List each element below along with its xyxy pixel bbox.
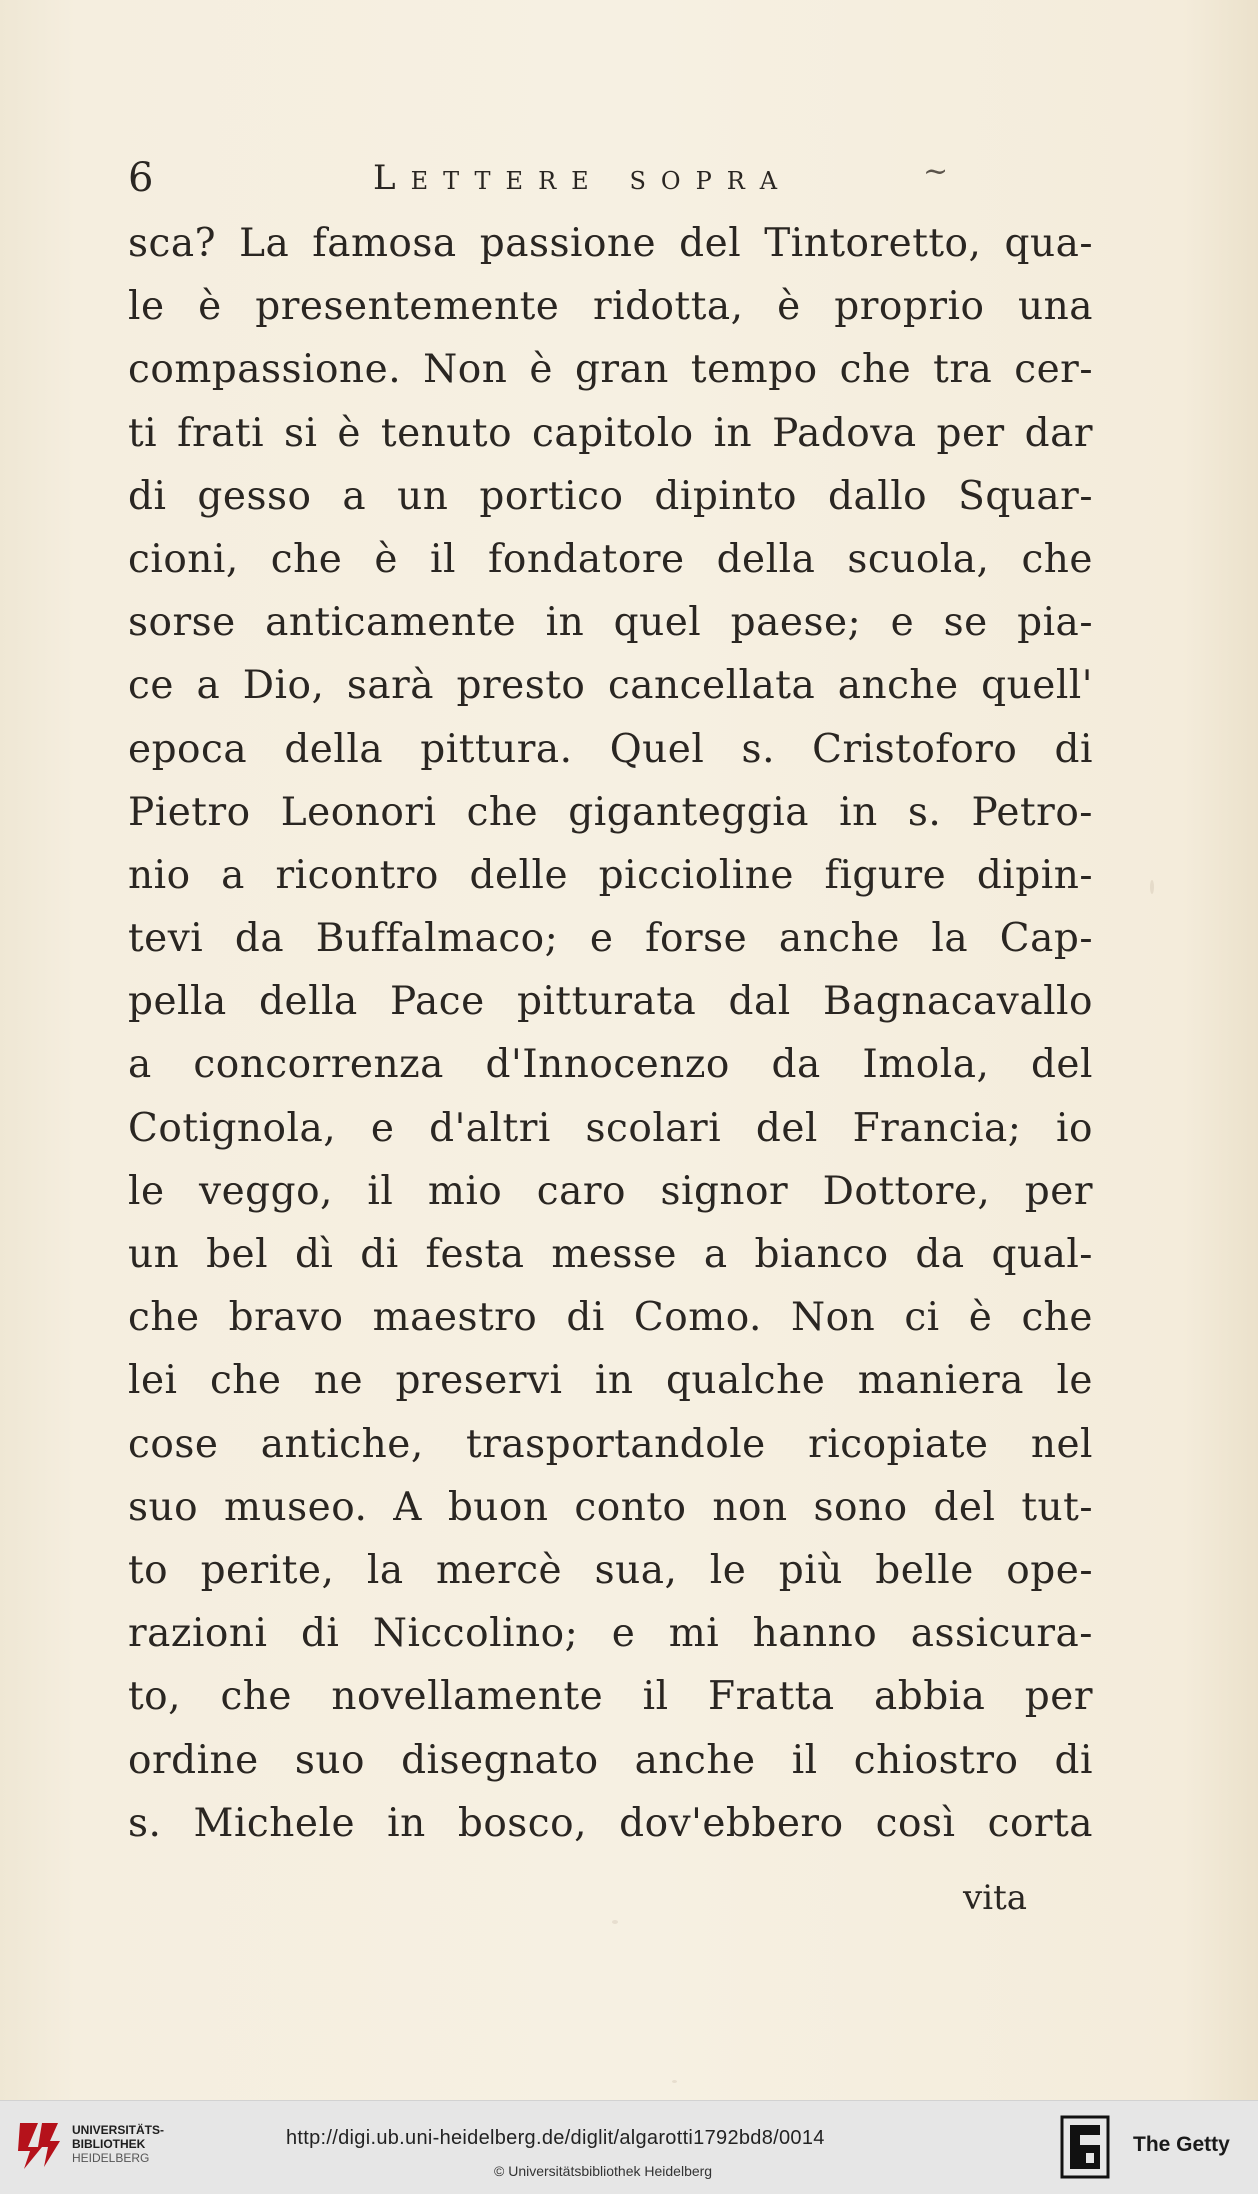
text-line: ti frati si è tenuto capitolo in Padova per dar	[128, 410, 1093, 456]
text-line: un bel dì di festa messe a bianco da qual-	[128, 1232, 1093, 1277]
text-line: compassione. Non è gran tempo che tra cer-	[128, 347, 1093, 393]
ub-heidelberg-logo-icon	[12, 2115, 66, 2175]
text-line: tevi da Buffalmaco; e forse anche la Cap-	[128, 916, 1093, 962]
text-line: cioni, che è il fondatore della scuola, che	[128, 536, 1093, 582]
text-line: Pietro Leonori che giganteggia in s. Petro-	[128, 789, 1093, 835]
paper-speck	[1150, 880, 1154, 894]
text-line: razioni di Niccolino; e mi hanno assicura-	[128, 1611, 1093, 1657]
text-line: sca? La famosa passione del Tintoretto, qua-	[128, 221, 1093, 266]
text-line: s. Michele in bosco, dov'ebbero così corta	[128, 1800, 1093, 1846]
text-line: pella della Pace pitturata dal Bagnacavallo	[128, 979, 1093, 1025]
text-line: cose antiche, trasportandole ricopiate nel	[128, 1421, 1093, 1467]
body-text	[128, 212, 1093, 1855]
text-line: le è presentemente ridotta, è proprio una	[128, 284, 1093, 330]
text-line: lei che ne preservi in qualche maniera le	[128, 1358, 1093, 1404]
header-mark: ~	[923, 154, 949, 189]
catchword: vita	[963, 1878, 1028, 1918]
text-line: a concorrenza d'Innocenzo da Imola, del	[128, 1042, 1093, 1088]
getty-name: The Getty	[1133, 2133, 1230, 2156]
permalink-url[interactable]: http://digi.ub.uni-heidelberg.de/diglit/algarotti1792bd8/0014	[286, 2127, 825, 2149]
text-line: Cotignola, e d'altri scolari del Francia; io	[128, 1105, 1093, 1151]
getty-logo-icon	[1060, 2115, 1110, 2179]
text-line: nio a ricontro delle piccioline figure dipin-	[128, 852, 1093, 898]
library-name-line: HEIDELBERG	[72, 2151, 150, 2165]
running-title: Lettere sopra	[373, 158, 793, 198]
text-line: di gesso a un portico dipinto dallo Squar-	[128, 473, 1093, 519]
text-line: ordine suo disegnato anche il chiostro di	[128, 1737, 1093, 1783]
paper-speck	[612, 1920, 618, 1924]
text-line: to, che novellamente il Fratta abbia per	[128, 1674, 1093, 1720]
viewer-footer	[0, 2100, 1258, 2194]
text-line: ce a Dio, sarà presto cancellata anche quell'	[128, 663, 1093, 709]
library-name-line: BIBLIOTHEK	[72, 2137, 146, 2151]
text-line: to perite, la mercè sua, le più belle ope-	[128, 1547, 1093, 1593]
library-name-line: UNIVERSITÄTS-	[72, 2123, 165, 2137]
library-name	[72, 2123, 164, 2165]
text-line: suo museo. A buon conto non sono del tut-	[128, 1484, 1093, 1530]
text-line: sorse anticamente in quel paese; e se pia-	[128, 600, 1093, 646]
text-line: che bravo maestro di Como. Non ci è che	[128, 1295, 1093, 1341]
page-header	[128, 148, 1108, 208]
copyright-notice: © Universitätsbibliothek Heidelberg	[494, 2163, 713, 2179]
text-line: le veggo, il mio caro signor Dottore, per	[128, 1168, 1093, 1214]
text-line: epoca della pittura. Quel s. Cristoforo di	[128, 726, 1093, 772]
paper-speck	[672, 2080, 677, 2083]
page-number: 6	[128, 155, 154, 201]
